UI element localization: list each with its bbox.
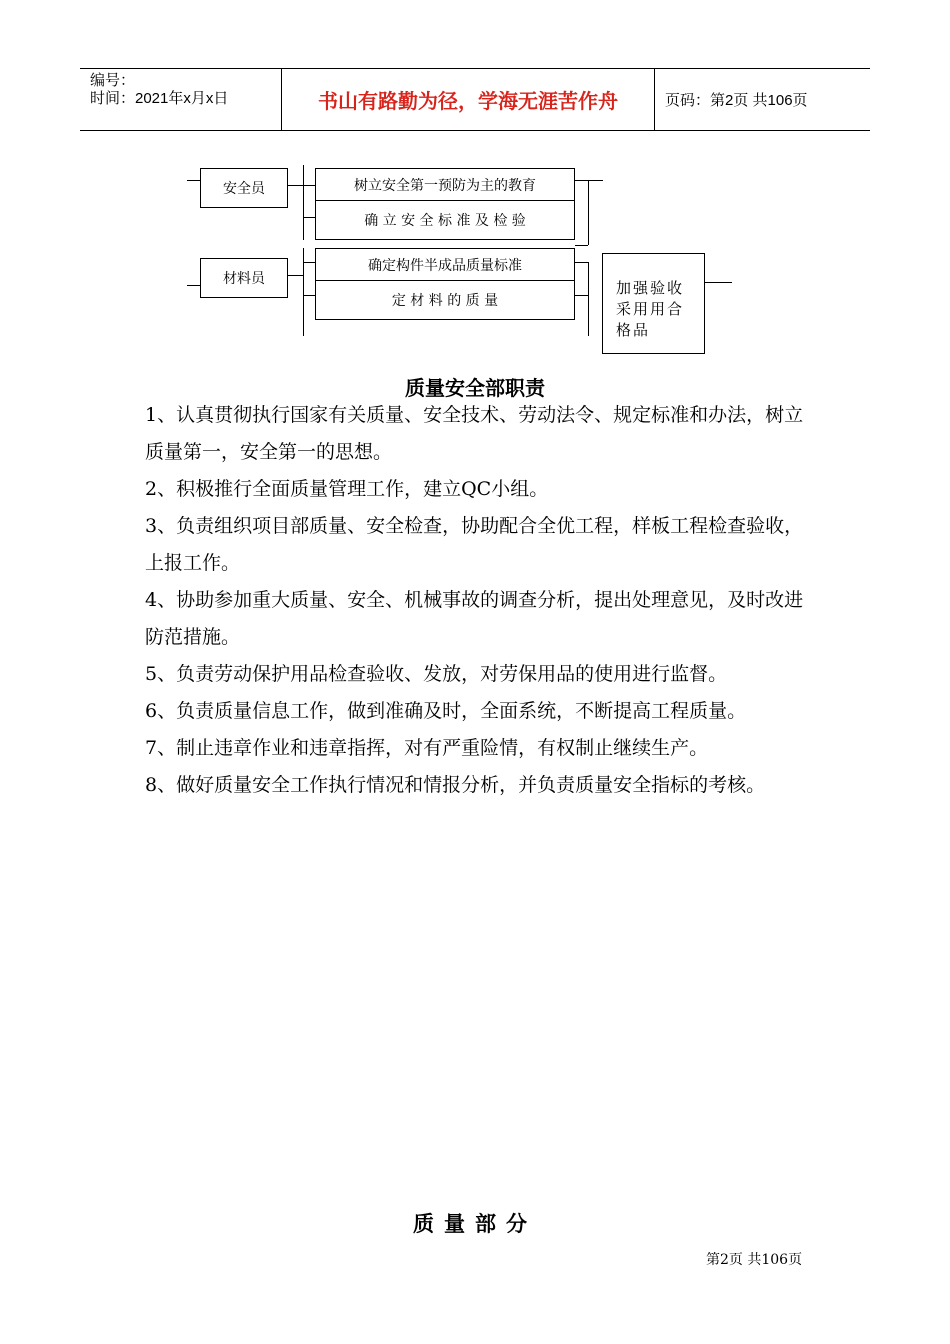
- duty-item: 8、做好质量安全工作执行情况和情报分析，并负责质量安全指标的考核。: [145, 774, 766, 796]
- connector: [288, 275, 303, 276]
- safety-officer-box: [200, 168, 288, 208]
- connector: [303, 217, 315, 218]
- header-motto: 书山有路勤为径，学海无涯苦作舟: [282, 69, 655, 130]
- connector: [575, 245, 588, 246]
- responsibility-diagram: [0, 0, 950, 370]
- header-page-info: 页码：第2页 共106页: [665, 92, 808, 109]
- safety-officer-label: 安全员: [223, 181, 265, 197]
- connector: [303, 295, 315, 296]
- connector: [705, 282, 732, 283]
- connector: [303, 185, 315, 186]
- time-label: 时间：2021年x月x日: [90, 90, 229, 107]
- duty-item: 3、负责组织项目部质量、安全检查，协助配合全优工程，样板工程检查验收，上报工作。: [145, 515, 804, 574]
- safety-task-label: 树立安全第一预防为主的教育: [354, 177, 536, 194]
- duty-item: 6、负责质量信息工作，做到准确及时，全面系统，不断提高工程质量。: [145, 700, 747, 722]
- duty-item: 1、认真贯彻执行国家有关质量、安全技术、劳动法令、规定标准和办法，树立质量第一，安全第一的思想。: [145, 404, 804, 463]
- connector: [575, 262, 588, 263]
- connector: [187, 180, 200, 181]
- duties-list: [145, 397, 815, 804]
- connector: [288, 185, 303, 186]
- acceptance-label: 加强验收采用用合格品: [616, 279, 685, 339]
- safety-task-education: [315, 168, 575, 201]
- page-footer: 第2页 共106页: [706, 1252, 803, 1268]
- duty-item: 4、协助参加重大质量、安全、机械事故的调查分析，提出处理意见，及时改进防范措施。: [145, 589, 804, 648]
- duty-item: 2、积极推行全面质量管理工作，建立QC小组。: [145, 478, 549, 500]
- material-officer-label: 材料员: [223, 271, 265, 287]
- connector: [588, 262, 589, 336]
- safety-task-standards: [315, 200, 575, 240]
- number-label: 编号：: [90, 72, 136, 89]
- material-task-quality: [315, 280, 575, 320]
- connector: [187, 285, 200, 286]
- material-task-label: 确定构件半成品质量标准: [368, 257, 522, 274]
- connector: [303, 262, 315, 263]
- connector: [588, 180, 589, 245]
- duty-item: 5、负责劳动保护用品检查验收、发放，对劳保用品的使用进行监督。: [145, 663, 728, 685]
- material-task-label: 定 材 料 的 质 量: [391, 293, 499, 309]
- footer-title: 质量部分: [413, 1212, 537, 1236]
- connector: [303, 165, 304, 240]
- section-title: 质量安全部职责: [405, 376, 545, 400]
- duty-item: 7、制止违章作业和违章指挥，对有严重险情，有权制止继续生产。: [145, 737, 709, 759]
- connector: [575, 180, 603, 181]
- material-task-standards: [315, 248, 575, 281]
- acceptance-box: [602, 253, 705, 354]
- connector: [575, 295, 588, 296]
- material-officer-box: [200, 258, 288, 298]
- safety-task-label: 确 立 安 全 标 准 及 检 验: [364, 213, 526, 229]
